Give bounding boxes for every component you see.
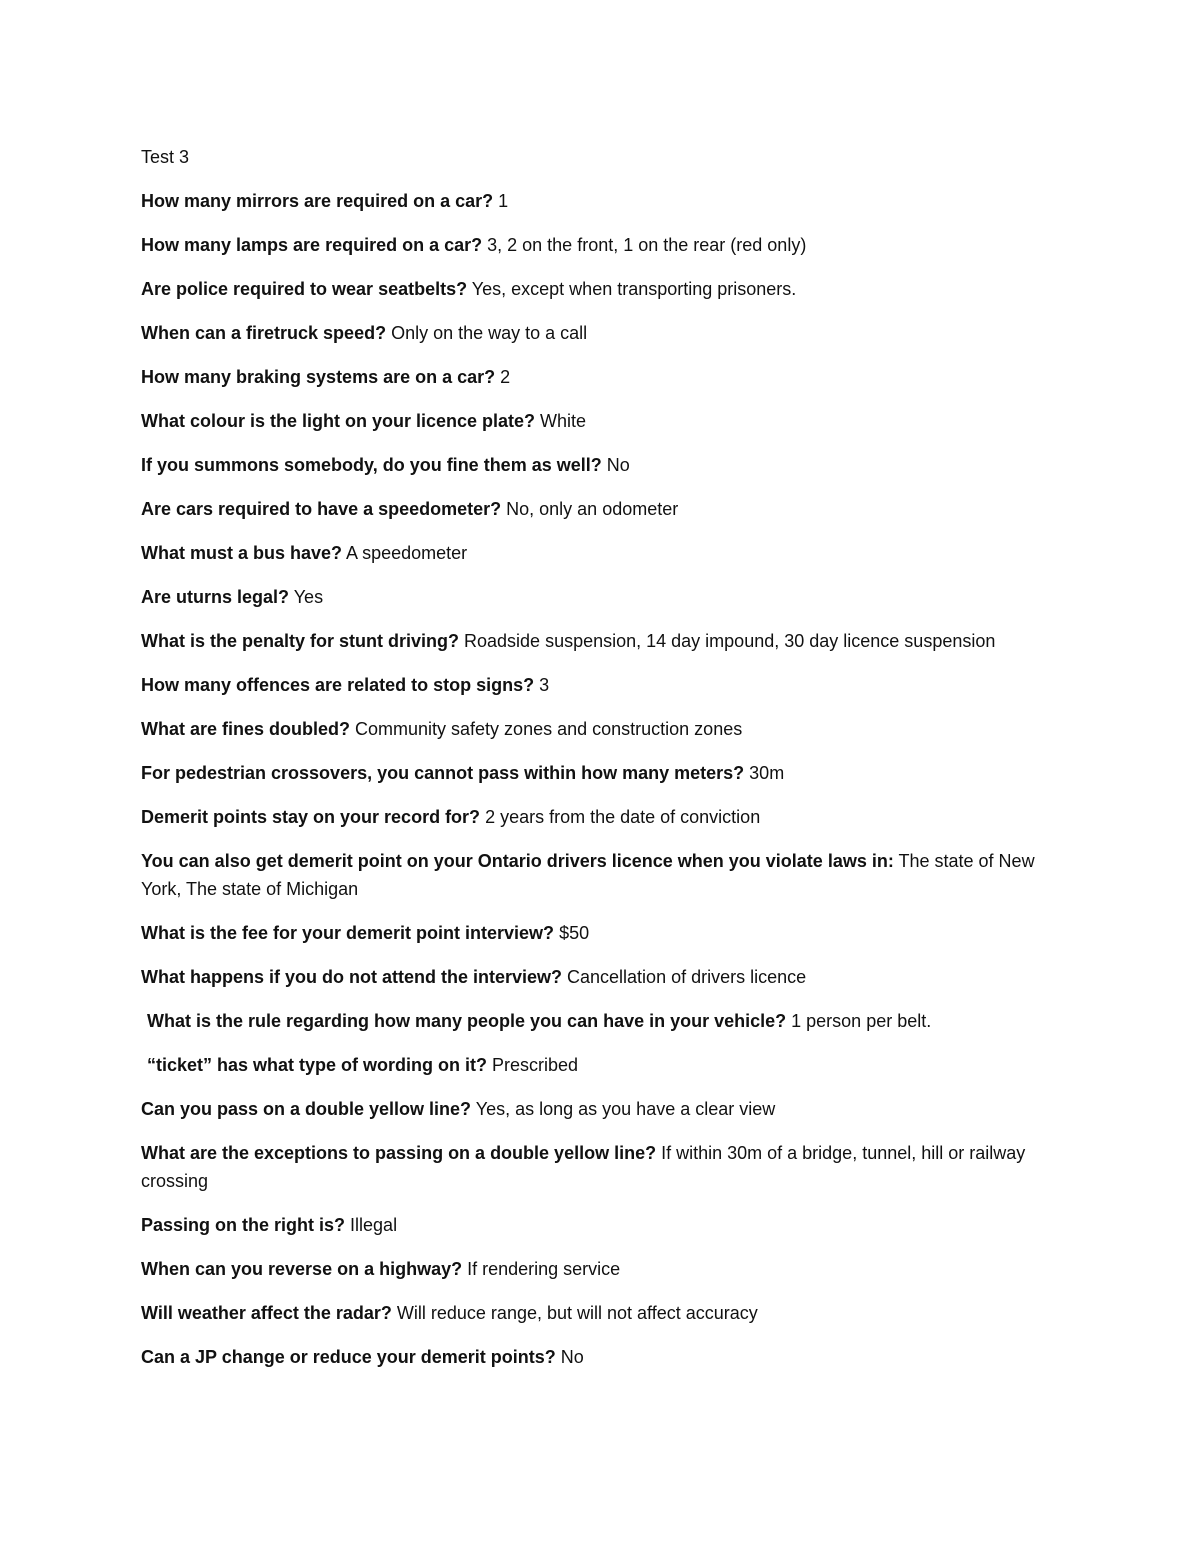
answer: Roadside suspension, 14 day impound, 30 day licence suspension xyxy=(459,631,996,651)
answer: Only on the way to a call xyxy=(386,323,588,343)
qa-item xyxy=(141,231,1061,259)
question: What is the rule regarding how many people you can have in your vehicle? xyxy=(147,1011,787,1031)
answer: Yes, except when transporting prisoners. xyxy=(467,279,797,299)
answer: Yes xyxy=(289,587,324,607)
question: What is the penalty for stunt driving? xyxy=(141,631,460,651)
qa-item xyxy=(141,1343,1061,1371)
question: How many lamps are required on a car? xyxy=(141,235,483,255)
qa-item xyxy=(141,1095,1061,1123)
qa-item xyxy=(141,583,1061,611)
question: Are police required to wear seatbelts? xyxy=(141,279,468,299)
question: Can a JP change or reduce your demerit points? xyxy=(141,1347,556,1367)
answer: White xyxy=(535,411,587,431)
answer: The state of New York, The state of Michigan xyxy=(141,851,1035,899)
question: When can you reverse on a highway? xyxy=(141,1259,463,1279)
answer: A speedometer xyxy=(342,543,468,563)
question: When can a firetruck speed? xyxy=(141,323,387,343)
qa-item xyxy=(141,1007,1061,1035)
answer: 2 years from the date of conviction xyxy=(480,807,761,827)
answer: 3 xyxy=(534,675,550,695)
qa-item xyxy=(141,187,1061,215)
qa-item xyxy=(141,627,1061,655)
answer: No xyxy=(601,455,630,475)
answer: No xyxy=(555,1347,584,1367)
question: How many braking systems are on a car? xyxy=(141,367,496,387)
answer: No, only an odometer xyxy=(501,499,679,519)
qa-item xyxy=(141,1211,1061,1239)
answer: If within 30m of a bridge, tunnel, hill or railway crossing xyxy=(141,1143,1026,1191)
answer: 3, 2 on the front, 1 on the rear (red only) xyxy=(482,235,807,255)
question: What is the fee for your demerit point interview? xyxy=(141,923,555,943)
answer: 1 person per belt. xyxy=(786,1011,932,1031)
question: What must a bus have? xyxy=(141,543,343,563)
answer: Cancellation of drivers licence xyxy=(562,967,807,987)
answer: Yes, as long as you have a clear view xyxy=(471,1099,776,1119)
answer: Community safety zones and construction zones xyxy=(350,719,743,739)
answer: 1 xyxy=(493,191,509,211)
answer: $50 xyxy=(554,923,590,943)
qa-item xyxy=(141,1255,1061,1283)
qa-item xyxy=(141,451,1061,479)
question: Are uturns legal? xyxy=(141,587,290,607)
question: Passing on the right is? xyxy=(141,1215,346,1235)
question: What colour is the light on your licence plate? xyxy=(141,411,536,431)
qa-item xyxy=(141,275,1061,303)
qa-item xyxy=(141,1051,1061,1079)
document-title: Test 3 xyxy=(141,147,190,167)
answer: 30m xyxy=(744,763,785,783)
question: Can you pass on a double yellow line? xyxy=(141,1099,472,1119)
qa-item xyxy=(141,363,1061,391)
qa-item xyxy=(141,1139,1061,1195)
qa-item xyxy=(141,847,1061,903)
question: Are cars required to have a speedometer? xyxy=(141,499,502,519)
qa-item xyxy=(141,919,1061,947)
qa-item xyxy=(141,495,1061,523)
question: For pedestrian crossovers, you cannot pass within how many meters? xyxy=(141,763,745,783)
question: Demerit points stay on your record for? xyxy=(141,807,481,827)
question: What happens if you do not attend the interview? xyxy=(141,967,563,987)
qa-item xyxy=(141,759,1061,787)
question: How many offences are related to stop signs? xyxy=(141,675,535,695)
question: What are the exceptions to passing on a double yellow line? xyxy=(141,1143,657,1163)
document-body xyxy=(141,143,1061,1387)
question: What are fines doubled? xyxy=(141,719,351,739)
qa-item xyxy=(141,803,1061,831)
qa-item xyxy=(141,407,1061,435)
answer: Prescribed xyxy=(487,1055,579,1075)
question: You can also get demerit point on your Ontario drivers licence when you violate laws in: xyxy=(141,851,894,871)
question: How many mirrors are required on a car? xyxy=(141,191,494,211)
question: “ticket” has what type of wording on it? xyxy=(147,1055,488,1075)
answer: Illegal xyxy=(345,1215,398,1235)
qa-item xyxy=(141,671,1061,699)
question: Will weather affect the radar? xyxy=(141,1303,392,1323)
question: If you summons somebody, do you fine them as well? xyxy=(141,455,602,475)
qa-item xyxy=(141,1299,1061,1327)
qa-item xyxy=(141,319,1061,347)
qa-item xyxy=(141,963,1061,991)
answer: Will reduce range, but will not affect accuracy xyxy=(391,1303,758,1323)
answer: If rendering service xyxy=(462,1259,621,1279)
answer: 2 xyxy=(495,367,511,387)
qa-item xyxy=(141,715,1061,743)
qa-item xyxy=(141,539,1061,567)
